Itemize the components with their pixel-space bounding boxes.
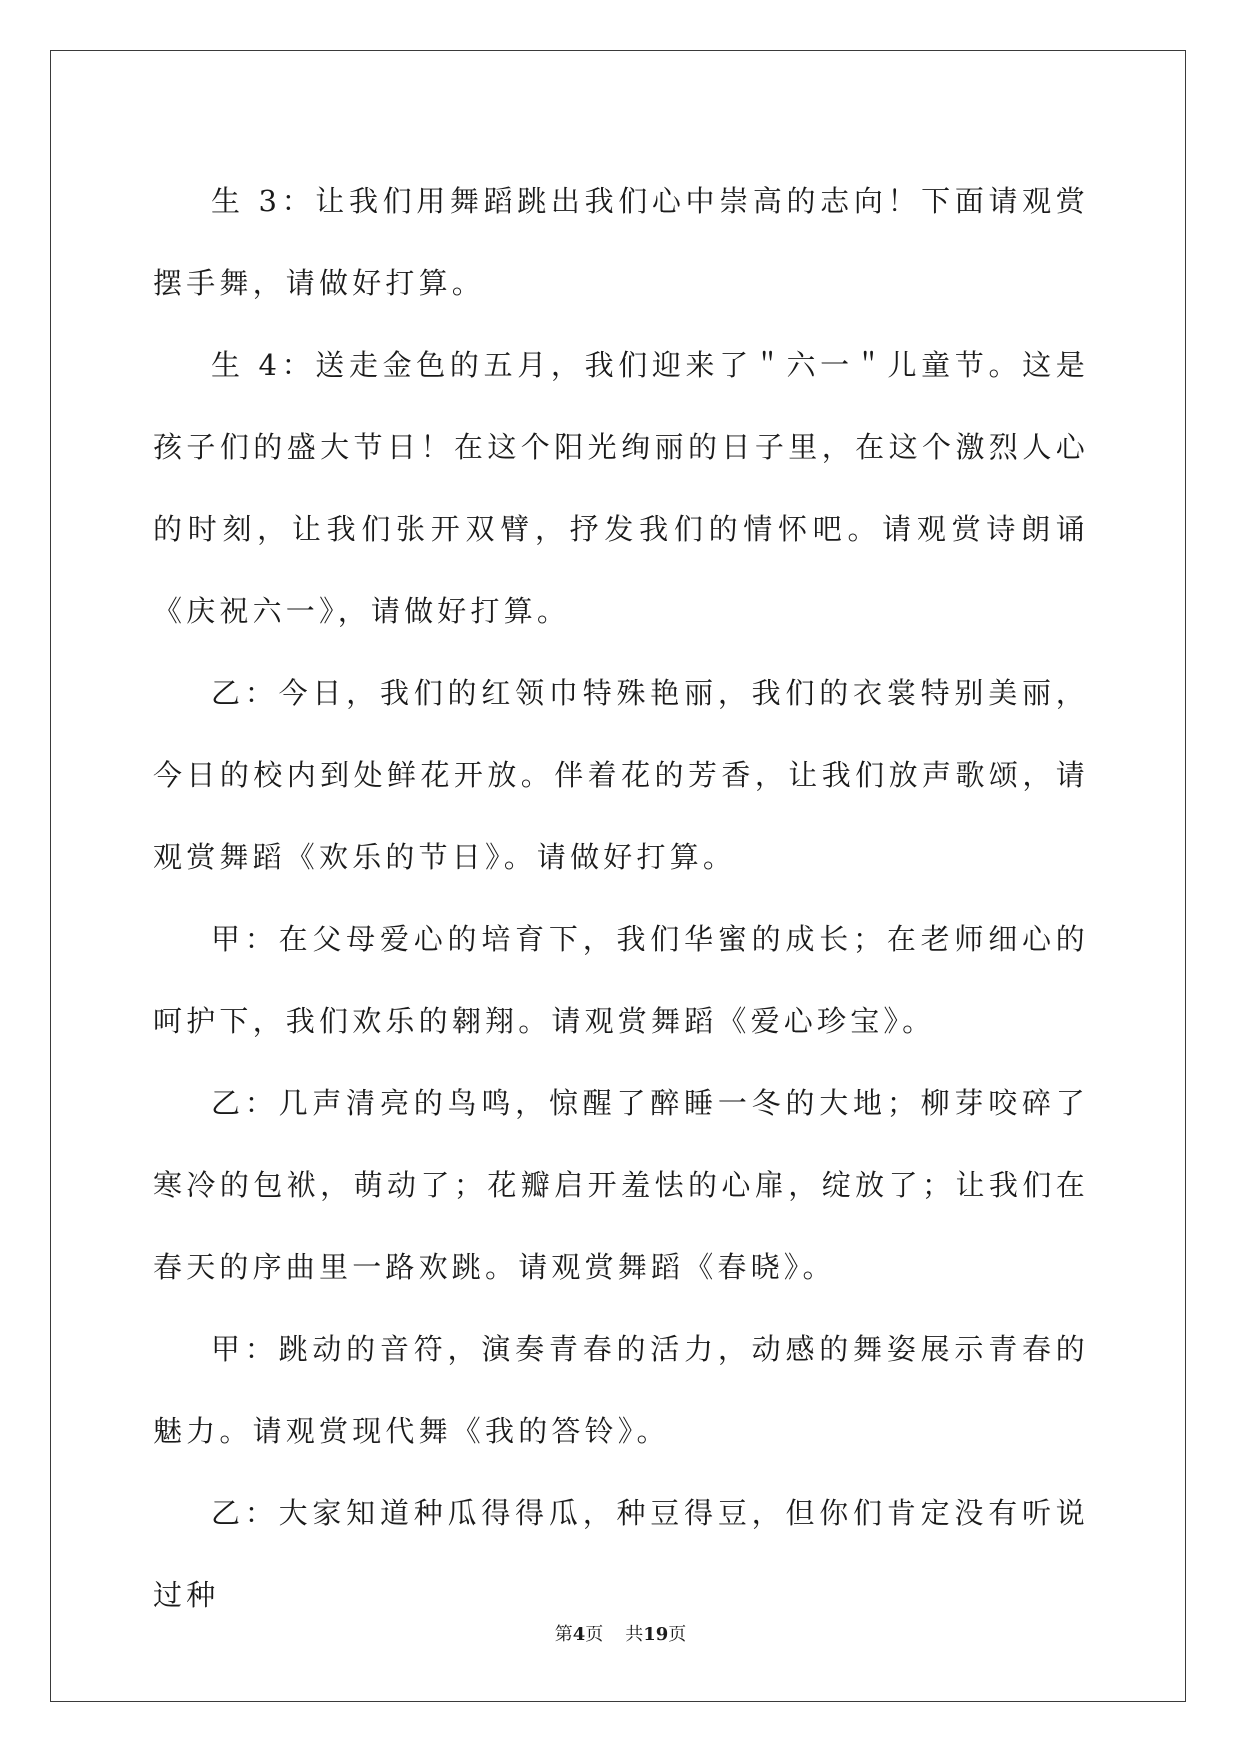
paragraph: 生 3：让我们用舞蹈跳出我们心中崇高的志向！下面请观赏摆手舞，请做好打算。 — [153, 184, 1089, 300]
page-footer — [0, 1623, 1241, 1647]
paragraph: 甲：跳动的音符，演奏青春的活力，动感的舞姿展示青春的魅力。请观赏现代舞《我的答铃》。 — [153, 1332, 1089, 1448]
paragraph: 甲：在父母爱心的培育下，我们华蜜的成长；在老师细心的呵护下，我们欢乐的翱翔。请观赏舞蹈《爱心珍宝》。 — [153, 922, 1089, 1038]
paragraph: 生 4：送走金色的五月，我们迎来了＂六一＂儿童节。这是孩子们的盛大节日！在这个阳光绚丽的日子里，在这个激烈人心的时刻，让我们张开双臂，抒发我们的情怀吧。请观赏诗朗诵《庆祝六一》，请做好打算。 — [153, 348, 1089, 628]
paragraph: 乙：几声清亮的鸟鸣，惊醒了醉睡一冬的大地；柳芽咬碎了寒冷的包袱，萌动了；花瓣启开羞怯的心扉，绽放了；让我们在春天的序曲里一路欢跳。请观赏舞蹈《春晓》。 — [153, 1086, 1089, 1284]
footer-prefix: 第 — [554, 1624, 573, 1645]
footer-total-suffix: 页 — [668, 1624, 687, 1645]
document-body — [153, 160, 1089, 1636]
page-number: 4 — [572, 1624, 586, 1645]
paragraph: 乙：今日，我们的红领巾特殊艳丽，我们的衣裳特别美丽，今日的校内到处鲜花开放。伴着花的芳香，让我们放声歌颂，请观赏舞蹈《欢乐的节日》。请做好打算。 — [153, 676, 1089, 874]
paragraph: 乙：大家知道种瓜得得瓜，种豆得豆，但你们肯定没有听说过种 — [153, 1496, 1089, 1612]
footer-total-prefix: 共 — [625, 1624, 644, 1645]
total-pages: 19 — [643, 1624, 669, 1645]
footer-page-suffix: 页 — [585, 1624, 604, 1645]
